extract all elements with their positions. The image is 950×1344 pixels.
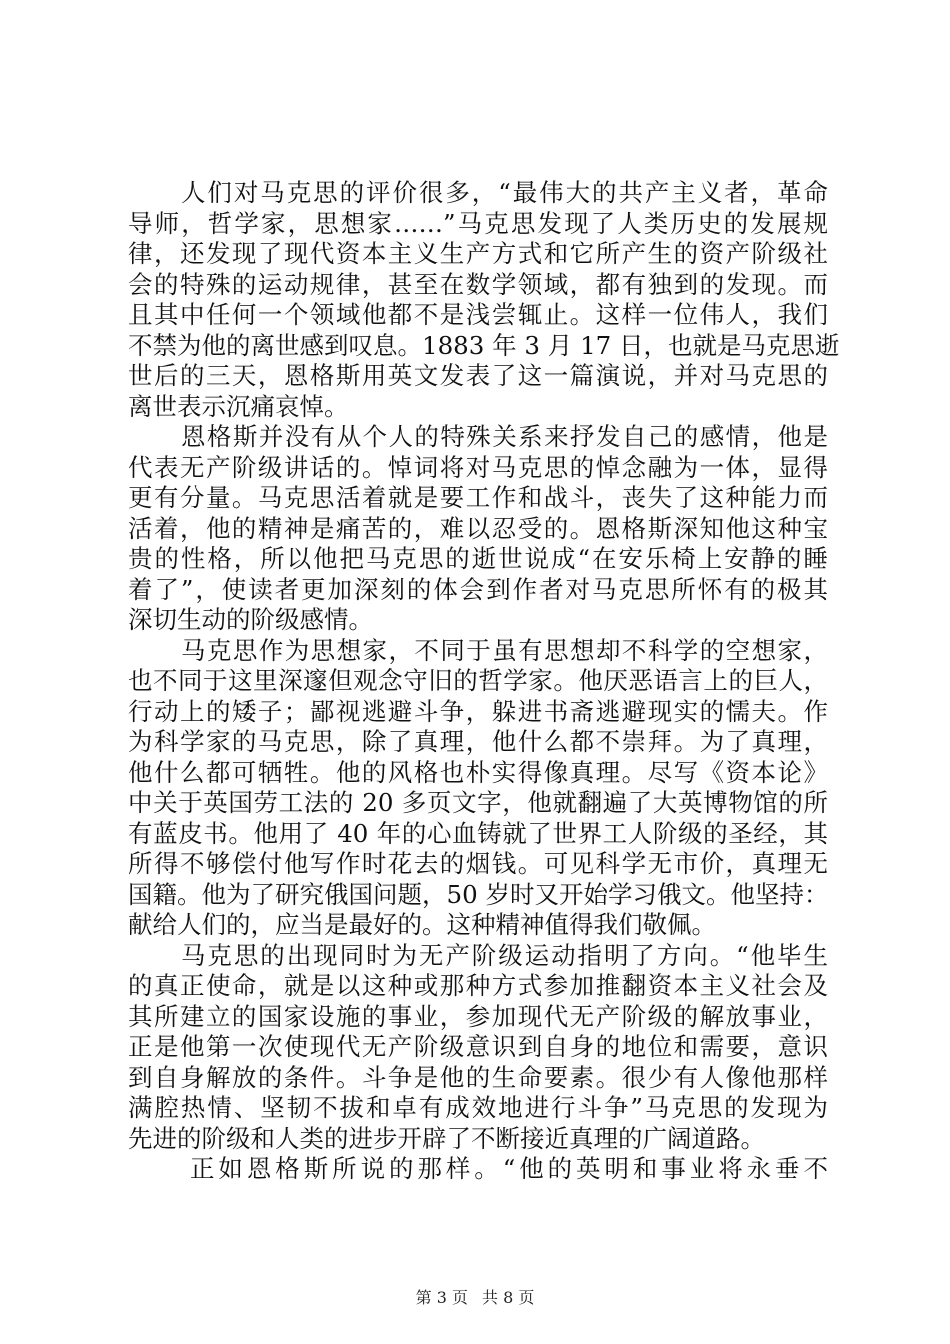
paragraph-3-line: 献给人们的，应当是最好的。这种精神值得我们敬佩。 bbox=[128, 910, 716, 939]
paragraph-4-line: 先进的阶级和人类的进步开辟了不断接近真理的广阔道路。 bbox=[128, 1123, 765, 1153]
paragraph-4-line: 其所建立的国家设施的事业，参加现代无产阶级的解放事业， bbox=[128, 1001, 828, 1031]
paragraph-3-line: 马克思作为思想家，不同于虽有思想却不科学的空想家， bbox=[181, 635, 828, 665]
paragraph-5-line: 正如恩格斯所说的那样。“他的英明和事业将永垂不 bbox=[190, 1154, 828, 1183]
paragraph-3-line: 行动上的矮子；鄙视逃避斗争，躲进书斋逃避现实的懦夫。作 bbox=[128, 696, 828, 726]
paragraph-1-line: 离世表示沉痛哀悼。 bbox=[128, 391, 349, 421]
paragraph-3-line: 为科学家的马克思，除了真理，他什么都不崇拜。为了真理， bbox=[128, 727, 828, 756]
paragraph-4-line: 的真正使命，就是以这种或那种方式参加推翻资本主义社会及 bbox=[128, 971, 828, 1000]
paragraph-4-line: 满腔热情、坚韧不拔和卓有成效地进行斗争”马克思的发现为 bbox=[128, 1093, 828, 1122]
page-number: 第 3 页 bbox=[415, 1288, 468, 1307]
paragraph-1-line: 会的特殊的运动规律，甚至在数学领域，都有独到的发现。而 bbox=[128, 269, 828, 299]
paragraph-3-line: 所得不够偿付他写作时花去的烟钱。可见科学无市价，真理无 bbox=[128, 849, 828, 878]
paragraph-1-line: 律，还发现了现代资本主义生产方式和它所产生的资产阶级社 bbox=[128, 239, 828, 268]
page-total: 共 8 页 bbox=[482, 1288, 535, 1307]
paragraph-2-line: 更有分量。马克思活着就是要工作和战斗，丧失了这种能力而 bbox=[128, 483, 828, 512]
paragraph-1-line: 世后的三天，恩格斯用英文发表了这一篇演说，并对马克思的 bbox=[128, 361, 828, 390]
paragraph-3-line: 也不同于这里深邃但观念守旧的哲学家。他厌恶语言上的巨人， bbox=[128, 666, 828, 695]
paragraph-3-line: 国籍。他为了研究俄国问题，50 岁时又开始学习俄文。他坚持： bbox=[128, 879, 829, 909]
paragraph-2-line: 贵的性格，所以他把马克思的逝世说成“在安乐椅上安静的睡 bbox=[128, 544, 828, 573]
paragraph-3-line: 中关于英国劳工法的 20 多页文字，他就翻遍了大英博物馆的所 bbox=[128, 788, 828, 817]
page-footer bbox=[0, 1285, 950, 1308]
paragraph-4-line: 马克思的出现同时为无产阶级运动指明了方向。“他毕生 bbox=[181, 940, 828, 970]
paragraph-2-line: 着了”，使读者更加深刻的体会到作者对马克思所怀有的极其 bbox=[128, 574, 828, 604]
paragraph-4-line: 正是他第一次使现代无产阶级意识到自身的地位和需要，意识 bbox=[128, 1032, 828, 1061]
paragraph-2-line: 深切生动的阶级感情。 bbox=[128, 605, 373, 634]
paragraph-2-line: 活着，他的精神是痛苦的，难以忍受的。恩格斯深知他这种宝 bbox=[128, 513, 828, 543]
paragraph-1-line: 不禁为他的离世感到叹息。1883 年 3 月 17 日，也就是马克思逝 bbox=[128, 330, 840, 360]
paragraph-1-line: 人们对马克思的评价很多，“最伟大的共产主义者，革命 bbox=[181, 178, 828, 207]
paragraph-1-line: 且其中任何一个领域他都不是浅尝辄止。这样一位伟人，我们 bbox=[128, 300, 828, 329]
paragraph-1-line: 导师，哲学家，思想家……”马克思发现了人类历史的发展规 bbox=[128, 208, 828, 238]
paragraph-2-line: 恩格斯并没有从个人的特殊关系来抒发自己的感情，他是 bbox=[181, 422, 828, 451]
paragraph-2-line: 代表无产阶级讲话的。悼词将对马克思的悼念融为一体，显得 bbox=[128, 452, 828, 482]
paragraph-4-line: 到自身解放的条件。斗争是他的生命要素。很少有人像他那样 bbox=[128, 1062, 828, 1092]
paragraph-3-line: 他什么都可牺牲。他的风格也朴实得像真理。尽写《资本论》 bbox=[128, 757, 828, 787]
paragraph-3-line: 有蓝皮书。他用了 40 年的心血铸就了世界工人阶级的圣经，其 bbox=[128, 818, 828, 848]
body-text bbox=[128, 178, 840, 1185]
